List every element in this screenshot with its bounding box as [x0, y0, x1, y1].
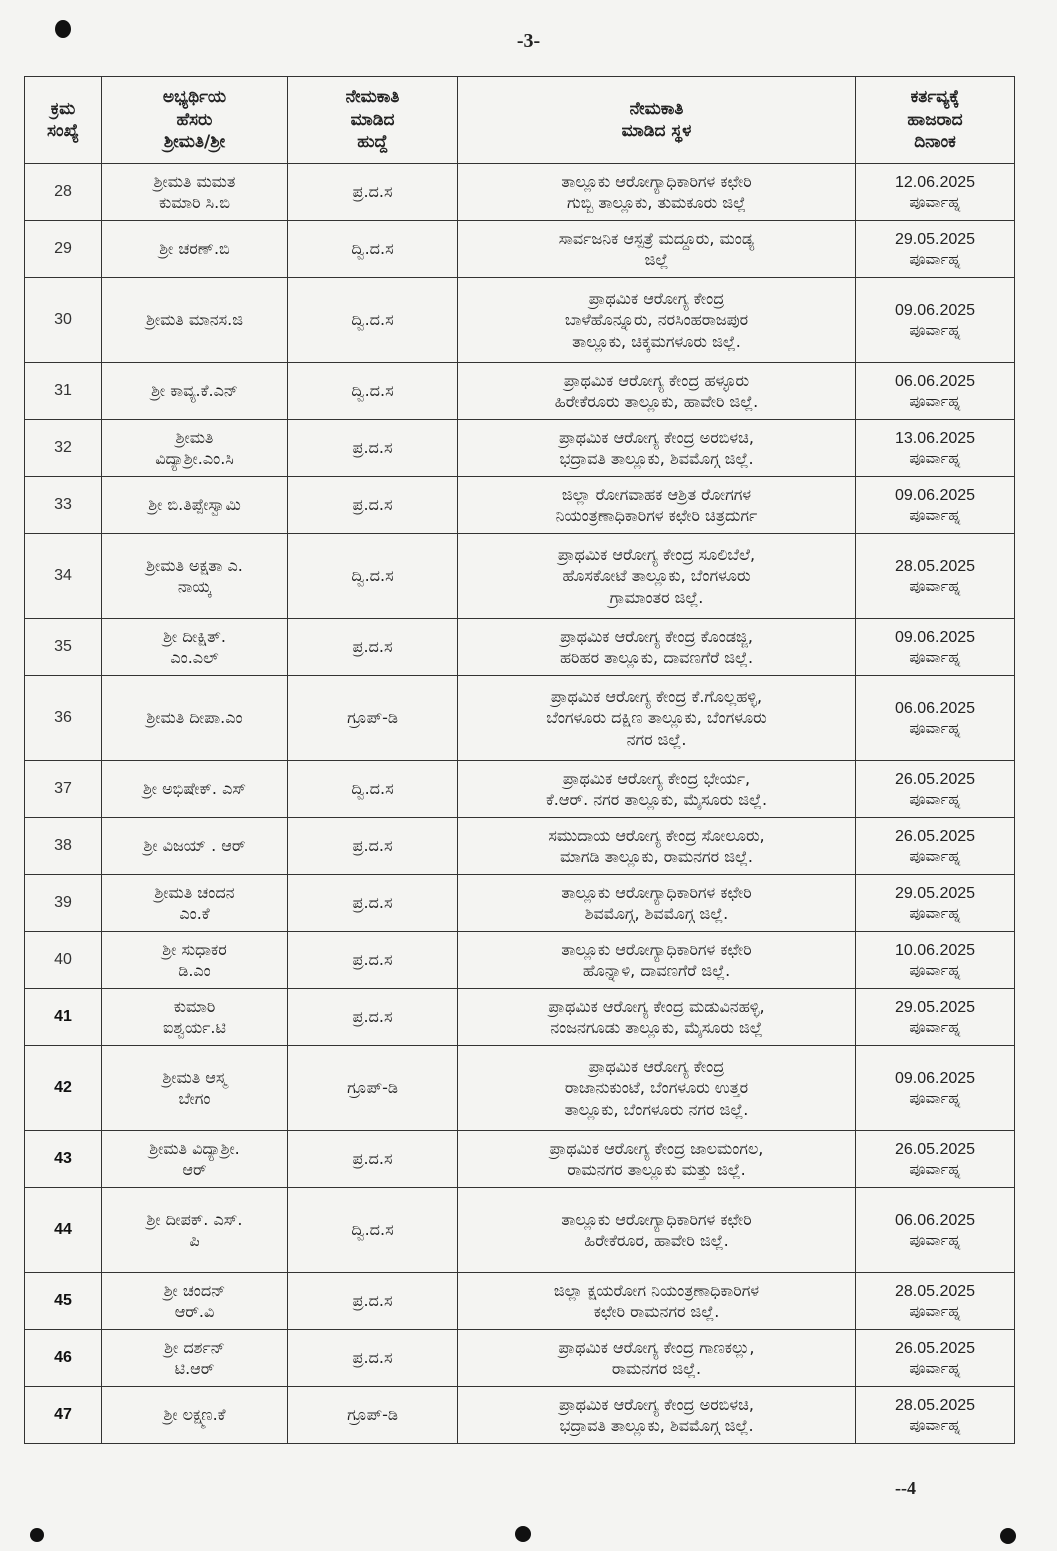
candidate-name-line: ಶ್ರೀಮತಿ — [175, 427, 214, 447]
appointment-place-line: ಪ್ರಾಥಮಿಕ ಆರೋಗ್ಯ ಕೇಂದ್ರ ಹಳ್ಳೂರು — [563, 370, 750, 390]
table-row — [25, 363, 1015, 420]
appointment-place-line: ಪ್ರಾಥಮಿಕ ಆರೋಗ್ಯ ಕೇಂದ್ರ ಮಡುವಿನಹಳ್ಳಿ, — [548, 996, 765, 1016]
candidate-name-line: ಕುಮಾರಿ ಸಿ.ಬಿ — [158, 193, 231, 212]
joining-date-value: 26.05.2025 — [894, 770, 976, 788]
joining-session-value: ಪೂರ್ವಾಹ್ನ — [909, 249, 961, 268]
page-number-top: -3- — [516, 30, 541, 52]
appointment-place-cell — [458, 1387, 856, 1444]
table-row — [25, 164, 1015, 221]
candidate-name-line: ಶ್ರೀಮತಿ ಅಕ್ಷತಾ ಎ. — [146, 555, 243, 575]
joining-session-value: ಪೂರ್ವಾಹ್ನ — [909, 1301, 961, 1320]
candidate-name-line: ನಾಯ್ಕ — [177, 577, 212, 596]
joining-date-cell — [856, 875, 1015, 932]
table-row — [25, 818, 1015, 875]
table-row — [25, 761, 1015, 818]
header-joining-date: ಕರ್ತವ್ಯಕ್ಕೆ ಹಾಜರಾದ ದಿನಾಂಕ — [856, 77, 1015, 164]
joining-date-value: 28.05.2025 — [894, 557, 976, 575]
appointment-place-line: ಭದ್ರಾವತಿ ತಾಲ್ಲೂಕು, ಶಿವಮೊಗ್ಗ ಜಿಲ್ಲೆ. — [559, 449, 754, 468]
appointment-place-line: ಗುಬ್ಬಿ ತಾಲ್ಲೂಕು, ತುಮಕೂರು ಜಿಲ್ಲೆ — [567, 193, 746, 212]
table-row — [25, 221, 1015, 278]
candidate-name-line: ಶ್ರೀ ದರ್ಶನ್ — [164, 1337, 225, 1357]
appointment-place-line: ಬಾಳೆಹೊನ್ನೂರು, ನರಸಿಂಹರಾಜಪುರ — [564, 310, 749, 330]
serial-number-cell: 34 — [25, 534, 102, 619]
appointment-place-cell — [458, 875, 856, 932]
joining-date-cell — [856, 818, 1015, 875]
appointment-place-cell — [458, 477, 856, 534]
appointment-place-line: ಹೊನ್ನಾಳಿ, ದಾವಣಗೆರೆ ಜಿಲ್ಲೆ. — [582, 961, 731, 980]
joining-session-value: ಪೂರ್ವಾಹ್ನ — [909, 576, 961, 595]
appointment-place-line: ತಾಲ್ಲೂಕು ಆರೋಗ್ಯಾಧಿಕಾರಿಗಳ ಕಛೇರಿ — [561, 171, 752, 191]
joining-date-cell — [856, 932, 1015, 989]
table-row — [25, 534, 1015, 619]
candidate-name-line: ಶ್ರೀಮತಿ ಮಾನಸ.ಜಿ — [146, 310, 243, 330]
candidate-name-line: ಶ್ರೀ ವಿಜಯ್ . ಆರ್ — [143, 836, 246, 856]
joining-session-value: ಪೂರ್ವಾಹ್ನ — [909, 903, 961, 922]
joining-session-value: ಪೂರ್ವಾಹ್ನ — [909, 846, 961, 865]
candidate-name-cell — [102, 1131, 288, 1188]
appointed-post-cell: ದ್ವಿ.ದ.ಸ — [288, 534, 458, 619]
candidate-name-line: ಶ್ರೀಮತಿ ಆಸ್ಮ — [162, 1067, 227, 1087]
appointment-place-line: ಪ್ರಾಥಮಿಕ ಆರೋಗ್ಯ ಕೇಂದ್ರ ಭೇರ್ಯ, — [562, 768, 751, 788]
joining-date-value: 28.05.2025 — [894, 1282, 976, 1300]
appointment-place-cell — [458, 1273, 856, 1330]
table-row — [25, 1131, 1015, 1188]
candidate-name-cell — [102, 363, 288, 420]
serial-number-cell: 30 — [25, 278, 102, 363]
candidate-name-line: ಪಿ — [189, 1231, 200, 1250]
candidate-name-line: ಶ್ರೀ ಸುಧಾಕರ — [162, 939, 227, 959]
appointed-post-cell: ದ್ವಿ.ದ.ಸ — [288, 363, 458, 420]
candidate-name-cell — [102, 875, 288, 932]
appointment-place-line: ಪ್ರಾಥಮಿಕ ಆರೋಗ್ಯ ಕೇಂದ್ರ ಜಾಲಮಂಗಲ, — [549, 1138, 764, 1158]
joining-date-value: 28.05.2025 — [894, 1396, 976, 1414]
joining-date-cell — [856, 221, 1015, 278]
joining-session-value: ಪೂರ್ವಾಹ್ನ — [909, 1230, 961, 1249]
scan-mark — [515, 1526, 531, 1542]
table-row — [25, 619, 1015, 676]
candidate-name-line: ಶ್ರೀ ಲಕ್ಷ್ಮಣ.ಕೆ — [163, 1405, 226, 1425]
header-appointment-place: ನೇಮಕಾತಿ ಮಾಡಿದ ಸ್ಥಳ — [458, 77, 856, 164]
appointment-place-cell — [458, 1330, 856, 1387]
header-serial-number: ಕ್ರಮ ಸಂಖ್ಯೆ — [25, 77, 102, 164]
joining-session-value: ಪೂರ್ವಾಹ್ನ — [909, 192, 961, 211]
table-row — [25, 420, 1015, 477]
appointed-post-cell: ಪ್ರ.ದ.ಸ — [288, 420, 458, 477]
appointment-place-line: ಹರಿಹರ ತಾಲ್ಲೂಕು, ದಾವಣಗೆರೆ ಜಿಲ್ಲೆ. — [559, 648, 754, 667]
joining-session-value: ಪೂರ್ವಾಹ್ನ — [909, 789, 961, 808]
appointment-place-line: ತಾಲ್ಲೂಕು, ಚಿಕ್ಕಮಗಳೂರು ಜಿಲ್ಲೆ. — [572, 331, 741, 351]
serial-number-cell: 44 — [25, 1188, 102, 1273]
candidate-name-line: ಶ್ರೀಮತಿ ಚಂದನ — [154, 882, 235, 902]
appointed-post-cell: ಪ್ರ.ದ.ಸ — [288, 989, 458, 1046]
joining-date-cell — [856, 761, 1015, 818]
candidate-name-line: ಟಿ.ಆರ್ — [174, 1359, 215, 1378]
appointment-place-line: ಹಿರೇಕೆರೂರು ತಾಲ್ಲೂಕು, ಹಾವೇರಿ ಜಿಲ್ಲೆ. — [554, 392, 759, 411]
serial-number-cell: 45 — [25, 1273, 102, 1330]
appointment-place-line: ತಾಲ್ಲೂಕು, ಬೆಂಗಳೂರು ನಗರ ಜಿಲ್ಲೆ. — [564, 1099, 749, 1119]
candidate-name-cell — [102, 989, 288, 1046]
appointment-place-line: ಕೆ.ಆರ್. ನಗರ ತಾಲ್ಲೂಕು, ಮೈಸೂರು ಜಿಲ್ಲೆ. — [545, 790, 768, 809]
appointment-place-cell — [458, 619, 856, 676]
appointment-place-cell — [458, 1131, 856, 1188]
table-row — [25, 1387, 1015, 1444]
candidate-name-cell — [102, 1188, 288, 1273]
candidate-name-line: ಶ್ರೀ ಬಿ.ತಿಪ್ಪೇಸ್ವಾಮಿ — [148, 495, 241, 515]
table-row — [25, 932, 1015, 989]
appointment-place-cell — [458, 221, 856, 278]
table-row — [25, 676, 1015, 761]
serial-number-cell: 43 — [25, 1131, 102, 1188]
candidate-name-cell — [102, 1046, 288, 1131]
candidate-name-line: ಡಿ.ಎಂ — [178, 961, 211, 980]
joining-date-cell — [856, 534, 1015, 619]
candidate-name-line: ವಿದ್ಯಾಶ್ರೀ.ಎಂ.ಸಿ — [155, 449, 234, 468]
joining-session-value: ಪೂರ್ವಾಹ್ನ — [909, 391, 961, 410]
appointment-place-line: ಸಮುದಾಯ ಆರೋಗ್ಯ ಕೇಂದ್ರ ಸೋಲೂರು, — [548, 825, 765, 845]
joining-session-value: ಪೂರ್ವಾಹ್ನ — [909, 1088, 961, 1107]
candidate-name-line: ಶ್ರೀ ಚರಣ್.ಬಿ — [159, 239, 230, 259]
candidate-name-line: ಶ್ರೀ ಕಾವ್ಯ.ಕೆ.ಎನ್ — [151, 381, 238, 401]
candidate-name-line: ಶ್ರೀ ದೀಪಕ್. ಎಸ್. — [146, 1209, 243, 1229]
serial-number-cell: 29 — [25, 221, 102, 278]
appointment-place-line: ಪ್ರಾಥಮಿಕ ಆರೋಗ್ಯ ಕೇಂದ್ರ — [588, 1057, 725, 1077]
appointment-place-line: ಪ್ರಾಥಮಿಕ ಆರೋಗ್ಯ ಕೇಂದ್ರ — [588, 289, 725, 309]
candidate-name-cell — [102, 1273, 288, 1330]
appointment-place-cell — [458, 989, 856, 1046]
appointment-place-cell — [458, 761, 856, 818]
table-row — [25, 1273, 1015, 1330]
serial-number-cell: 28 — [25, 164, 102, 221]
candidate-name-cell — [102, 534, 288, 619]
appointment-place-line: ರಾಜಾನುಕುಂಟೆ, ಬೆಂಗಳೂರು ಉತ್ತರ — [564, 1078, 749, 1098]
candidate-name-cell — [102, 420, 288, 477]
joining-date-cell — [856, 164, 1015, 221]
serial-number-cell: 37 — [25, 761, 102, 818]
joining-date-value: 09.06.2025 — [894, 301, 976, 319]
candidate-name-line: ಎಂ.ಕೆ — [179, 904, 210, 923]
appointed-post-cell: ಪ್ರ.ದ.ಸ — [288, 818, 458, 875]
joining-session-value: ಪೂರ್ವಾಹ್ನ — [909, 448, 961, 467]
appointment-place-cell — [458, 278, 856, 363]
appointment-place-line: ನಂಜನಗೂಡು ತಾಲ್ಲೂಕು, ಮೈಸೂರು ಜಿಲ್ಲೆ — [550, 1018, 763, 1037]
appointment-place-line: ಭದ್ರಾವತಿ ತಾಲ್ಲೂಕು, ಶಿವಮೊಗ್ಗ ಜಿಲ್ಲೆ. — [559, 1416, 754, 1435]
candidate-name-line: ಬೇಗಂ — [178, 1089, 211, 1108]
appointment-place-line: ಪ್ರಾಥಮಿಕ ಆರೋಗ್ಯ ಕೇಂದ್ರ ಕೆ.ಗೊಲ್ಲಹಳ್ಳಿ, — [550, 687, 763, 707]
joining-session-value: ಪೂರ್ವಾಹ್ನ — [909, 1415, 961, 1434]
header-candidate-name: ಅಭ್ಯರ್ಥಿಯ ಹೆಸರು ಶ್ರೀಮತಿ/ಶ್ರೀ — [102, 77, 288, 164]
candidate-name-line: ಶ್ರೀಮತಿ ವಿದ್ಯಾಶ್ರೀ. — [149, 1138, 240, 1158]
serial-number-cell: 35 — [25, 619, 102, 676]
appointment-place-line: ರಾಮನಗರ ತಾಲ್ಲೂಕು ಮತ್ತು ಜಿಲ್ಲೆ. — [567, 1160, 746, 1179]
serial-number-cell: 36 — [25, 676, 102, 761]
appointment-place-line: ಪ್ರಾಥಮಿಕ ಆರೋಗ್ಯ ಕೇಂದ್ರ ಗಾಣಕಲ್ಲು, — [558, 1337, 755, 1357]
joining-date-value: 10.06.2025 — [894, 941, 976, 959]
joining-date-value: 29.05.2025 — [894, 884, 976, 902]
serial-number-cell: 33 — [25, 477, 102, 534]
joining-date-value: 13.06.2025 — [894, 429, 976, 447]
joining-date-cell — [856, 420, 1015, 477]
joining-date-cell — [856, 363, 1015, 420]
serial-number-cell: 38 — [25, 818, 102, 875]
header-appointed-post: ನೇಮಕಾತಿ ಮಾಡಿದ ಹುದ್ದೆ — [288, 77, 458, 164]
joining-date-value: 26.05.2025 — [894, 1339, 976, 1357]
appointment-place-cell — [458, 1046, 856, 1131]
appointment-place-line: ಕಛೇರಿ ರಾಮನಗರ ಜಿಲ್ಲೆ. — [593, 1302, 720, 1321]
serial-number-cell: 42 — [25, 1046, 102, 1131]
candidate-name-line: ಶ್ರೀ ದೀಕ್ಷಿತ್. — [163, 626, 226, 646]
serial-number-cell: 47 — [25, 1387, 102, 1444]
candidate-name-line: ಆರ್ — [182, 1160, 207, 1179]
appointment-place-line: ಗ್ರಾಮಾಂತರ ಜಿಲ್ಲೆ. — [609, 587, 704, 607]
appointed-post-cell: ಪ್ರ.ದ.ಸ — [288, 1330, 458, 1387]
table-header-row — [25, 77, 1015, 164]
appointment-place-line: ಪ್ರಾಥಮಿಕ ಆರೋಗ್ಯ ಕೇಂದ್ರ ಅರಬಿಳಚಿ, — [559, 427, 754, 447]
candidate-name-line: ಐಶ್ವರ್ಯ.ಟಿ — [163, 1018, 226, 1037]
scan-mark — [30, 1528, 44, 1542]
appointments-table — [24, 76, 1015, 1444]
appointed-post-cell: ಪ್ರ.ದ.ಸ — [288, 164, 458, 221]
appointed-post-cell: ಪ್ರ.ದ.ಸ — [288, 1131, 458, 1188]
appointment-place-cell — [458, 818, 856, 875]
joining-date-value: 26.05.2025 — [894, 827, 976, 845]
appointment-place-line: ಜಿಲ್ಲಾ ರೋಗವಾಹಕ ಆಶ್ರಿತ ರೋಗಗಳ — [561, 484, 752, 504]
joining-session-value: ಪೂರ್ವಾಹ್ನ — [909, 505, 961, 524]
appointment-place-line: ಹಿರೇಕೆರೂರ, ಹಾವೇರಿ ಜಿಲ್ಲೆ. — [584, 1231, 729, 1250]
joining-date-value: 06.06.2025 — [894, 372, 976, 390]
appointed-post-cell: ದ್ವಿ.ದ.ಸ — [288, 1188, 458, 1273]
page-number-bottom: --4 — [895, 1478, 916, 1498]
joining-date-cell — [856, 1131, 1015, 1188]
appointment-place-cell — [458, 534, 856, 619]
appointment-place-line: ತಾಲ್ಲೂಕು ಆರೋಗ್ಯಾಧಿಕಾರಿಗಳ ಕಛೇರಿ — [561, 939, 752, 959]
candidate-name-line: ಆರ್.ವಿ — [174, 1302, 215, 1321]
appointment-place-cell — [458, 363, 856, 420]
table-row — [25, 1188, 1015, 1273]
candidate-name-cell — [102, 477, 288, 534]
candidate-name-line: ಶ್ರೀಮತಿ ದೀಪಾ.ಎಂ — [146, 708, 243, 728]
candidate-name-line: ಎಂ.ಎಲ್ — [170, 648, 219, 667]
serial-number-cell: 31 — [25, 363, 102, 420]
serial-number-cell: 46 — [25, 1330, 102, 1387]
joining-date-cell — [856, 989, 1015, 1046]
candidate-name-line: ಶ್ರೀ ಅಭಿಷೇಕ್. ಎಸ್ — [142, 779, 247, 799]
candidate-name-cell — [102, 676, 288, 761]
serial-number-cell: 41 — [25, 989, 102, 1046]
joining-date-value: 09.06.2025 — [894, 628, 976, 646]
appointment-place-line: ರಾಮನಗರ ಜಿಲ್ಲೆ. — [611, 1359, 702, 1378]
joining-date-value: 29.05.2025 — [894, 230, 976, 248]
joining-date-cell — [856, 1188, 1015, 1273]
joining-session-value: ಪೂರ್ವಾಹ್ನ — [909, 320, 961, 339]
candidate-name-cell — [102, 932, 288, 989]
joining-date-cell — [856, 278, 1015, 363]
appointment-place-line: ತಾಲ್ಲೂಕು ಆರೋಗ್ಯಾಧಿಕಾರಿಗಳ ಕಛೇರಿ — [561, 882, 752, 902]
joining-session-value: ಪೂರ್ವಾಹ್ನ — [909, 647, 961, 666]
candidate-name-cell — [102, 221, 288, 278]
joining-session-value: ಪೂರ್ವಾಹ್ನ — [909, 718, 961, 737]
appointment-place-line: ನಗರ ಜಿಲ್ಲೆ. — [626, 729, 687, 749]
table-row — [25, 989, 1015, 1046]
scan-mark — [1000, 1528, 1016, 1544]
joining-date-value: 26.05.2025 — [894, 1140, 976, 1158]
joining-date-cell — [856, 1387, 1015, 1444]
candidate-name-cell — [102, 619, 288, 676]
joining-date-value: 12.06.2025 — [894, 173, 976, 191]
appointed-post-cell: ದ್ವಿ.ದ.ಸ — [288, 221, 458, 278]
candidate-name-line: ಶ್ರೀ ಚಂದನ್ — [163, 1280, 226, 1300]
appointment-place-line: ಜಿಲ್ಲೆ — [644, 250, 669, 269]
appointment-place-cell — [458, 164, 856, 221]
appointment-place-cell — [458, 676, 856, 761]
appointed-post-cell: ಪ್ರ.ದ.ಸ — [288, 1273, 458, 1330]
table-row — [25, 1330, 1015, 1387]
candidate-name-cell — [102, 818, 288, 875]
candidate-name-line: ಶ್ರೀಮತಿ ಮಮತ — [153, 171, 236, 191]
serial-number-cell: 40 — [25, 932, 102, 989]
table-row — [25, 875, 1015, 932]
candidate-name-cell — [102, 761, 288, 818]
appointment-place-line: ಶಿವಮೊಗ್ಗ, ಶಿವಮೊಗ್ಗ ಜಿಲ್ಲೆ. — [584, 904, 729, 923]
appointment-place-line: ಮಾಗಡಿ ತಾಲ್ಲೂಕು, ರಾಮನಗರ ಜಿಲ್ಲೆ. — [560, 847, 753, 866]
appointed-post-cell: ಗ್ರೂಪ್-ಡಿ — [288, 676, 458, 761]
candidate-name-line: ಕುಮಾರಿ — [173, 996, 216, 1016]
appointed-post-cell: ದ್ವಿ.ದ.ಸ — [288, 278, 458, 363]
joining-date-value: 09.06.2025 — [894, 1069, 976, 1087]
table-row — [25, 477, 1015, 534]
appointment-place-line: ಪ್ರಾಥಮಿಕ ಆರೋಗ್ಯ ಕೇಂದ್ರ ಸೂಲಿಬೆಲೆ, — [557, 545, 756, 565]
appointment-place-cell — [458, 420, 856, 477]
joining-date-cell — [856, 1330, 1015, 1387]
joining-date-cell — [856, 676, 1015, 761]
joining-date-value: 29.05.2025 — [894, 998, 976, 1016]
joining-session-value: ಪೂರ್ವಾಹ್ನ — [909, 1159, 961, 1178]
table-row — [25, 278, 1015, 363]
candidate-name-cell — [102, 278, 288, 363]
appointment-place-line: ಬೆಂಗಳೂರು ದಕ್ಷಿಣ ತಾಲ್ಲೂಕು, ಬೆಂಗಳೂರು — [546, 708, 767, 728]
appointment-place-line: ಪ್ರಾಥಮಿಕ ಆರೋಗ್ಯ ಕೇಂದ್ರ ಅರಬಿಳಚಿ, — [559, 1394, 754, 1414]
table-row — [25, 1046, 1015, 1131]
appointment-place-line: ಪ್ರಾಥಮಿಕ ಆರೋಗ್ಯ ಕೇಂದ್ರ ಕೊಂಡಜ್ಜಿ, — [560, 626, 753, 646]
joining-session-value: ಪೂರ್ವಾಹ್ನ — [909, 1358, 961, 1377]
appointment-place-line: ತಾಲ್ಲೂಕು ಆರೋಗ್ಯಾಧಿಕಾರಿಗಳ ಕಛೇರಿ — [561, 1209, 752, 1229]
joining-date-cell — [856, 619, 1015, 676]
appointment-place-line: ನಿಯಂತ್ರಣಾಧಿಕಾರಿಗಳ ಕಛೇರಿ ಚಿತ್ರದುರ್ಗ — [555, 506, 758, 525]
appointed-post-cell: ದ್ವಿ.ದ.ಸ — [288, 761, 458, 818]
appointed-post-cell: ಪ್ರ.ದ.ಸ — [288, 477, 458, 534]
joining-date-value: 09.06.2025 — [894, 486, 976, 504]
appointment-place-line: ಜಿಲ್ಲಾ ಕ್ಷಯರೋಗ ನಿಯಂತ್ರಣಾಧಿಕಾರಿಗಳ — [553, 1280, 760, 1300]
serial-number-cell: 39 — [25, 875, 102, 932]
appointment-place-cell — [458, 1188, 856, 1273]
appointed-post-cell: ಗ್ರೂಪ್-ಡಿ — [288, 1046, 458, 1131]
appointed-post-cell: ಪ್ರ.ದ.ಸ — [288, 932, 458, 989]
joining-session-value: ಪೂರ್ವಾಹ್ನ — [909, 960, 961, 979]
joining-date-cell — [856, 1046, 1015, 1131]
appointed-post-cell: ಗ್ರೂಪ್-ಡಿ — [288, 1387, 458, 1444]
joining-session-value: ಪೂರ್ವಾಹ್ನ — [909, 1017, 961, 1036]
joining-date-cell — [856, 1273, 1015, 1330]
joining-date-cell — [856, 477, 1015, 534]
appointed-post-cell: ಪ್ರ.ದ.ಸ — [288, 875, 458, 932]
joining-date-value: 06.06.2025 — [894, 1211, 976, 1229]
serial-number-cell: 32 — [25, 420, 102, 477]
candidate-name-cell — [102, 1330, 288, 1387]
appointment-place-line: ಸಾರ್ವಜನಿಕ ಆಸ್ಪತ್ರೆ ಮದ್ದೂರು, ಮಂಡ್ಯ — [558, 228, 755, 248]
candidate-name-cell — [102, 164, 288, 221]
appointment-place-line: ಹೊಸಕೋಟೆ ತಾಲ್ಲೂಕು, ಬೆಂಗಳೂರು — [562, 566, 751, 586]
appointment-place-cell — [458, 932, 856, 989]
appointed-post-cell: ಪ್ರ.ದ.ಸ — [288, 619, 458, 676]
candidate-name-cell — [102, 1387, 288, 1444]
joining-date-value: 06.06.2025 — [894, 699, 976, 717]
